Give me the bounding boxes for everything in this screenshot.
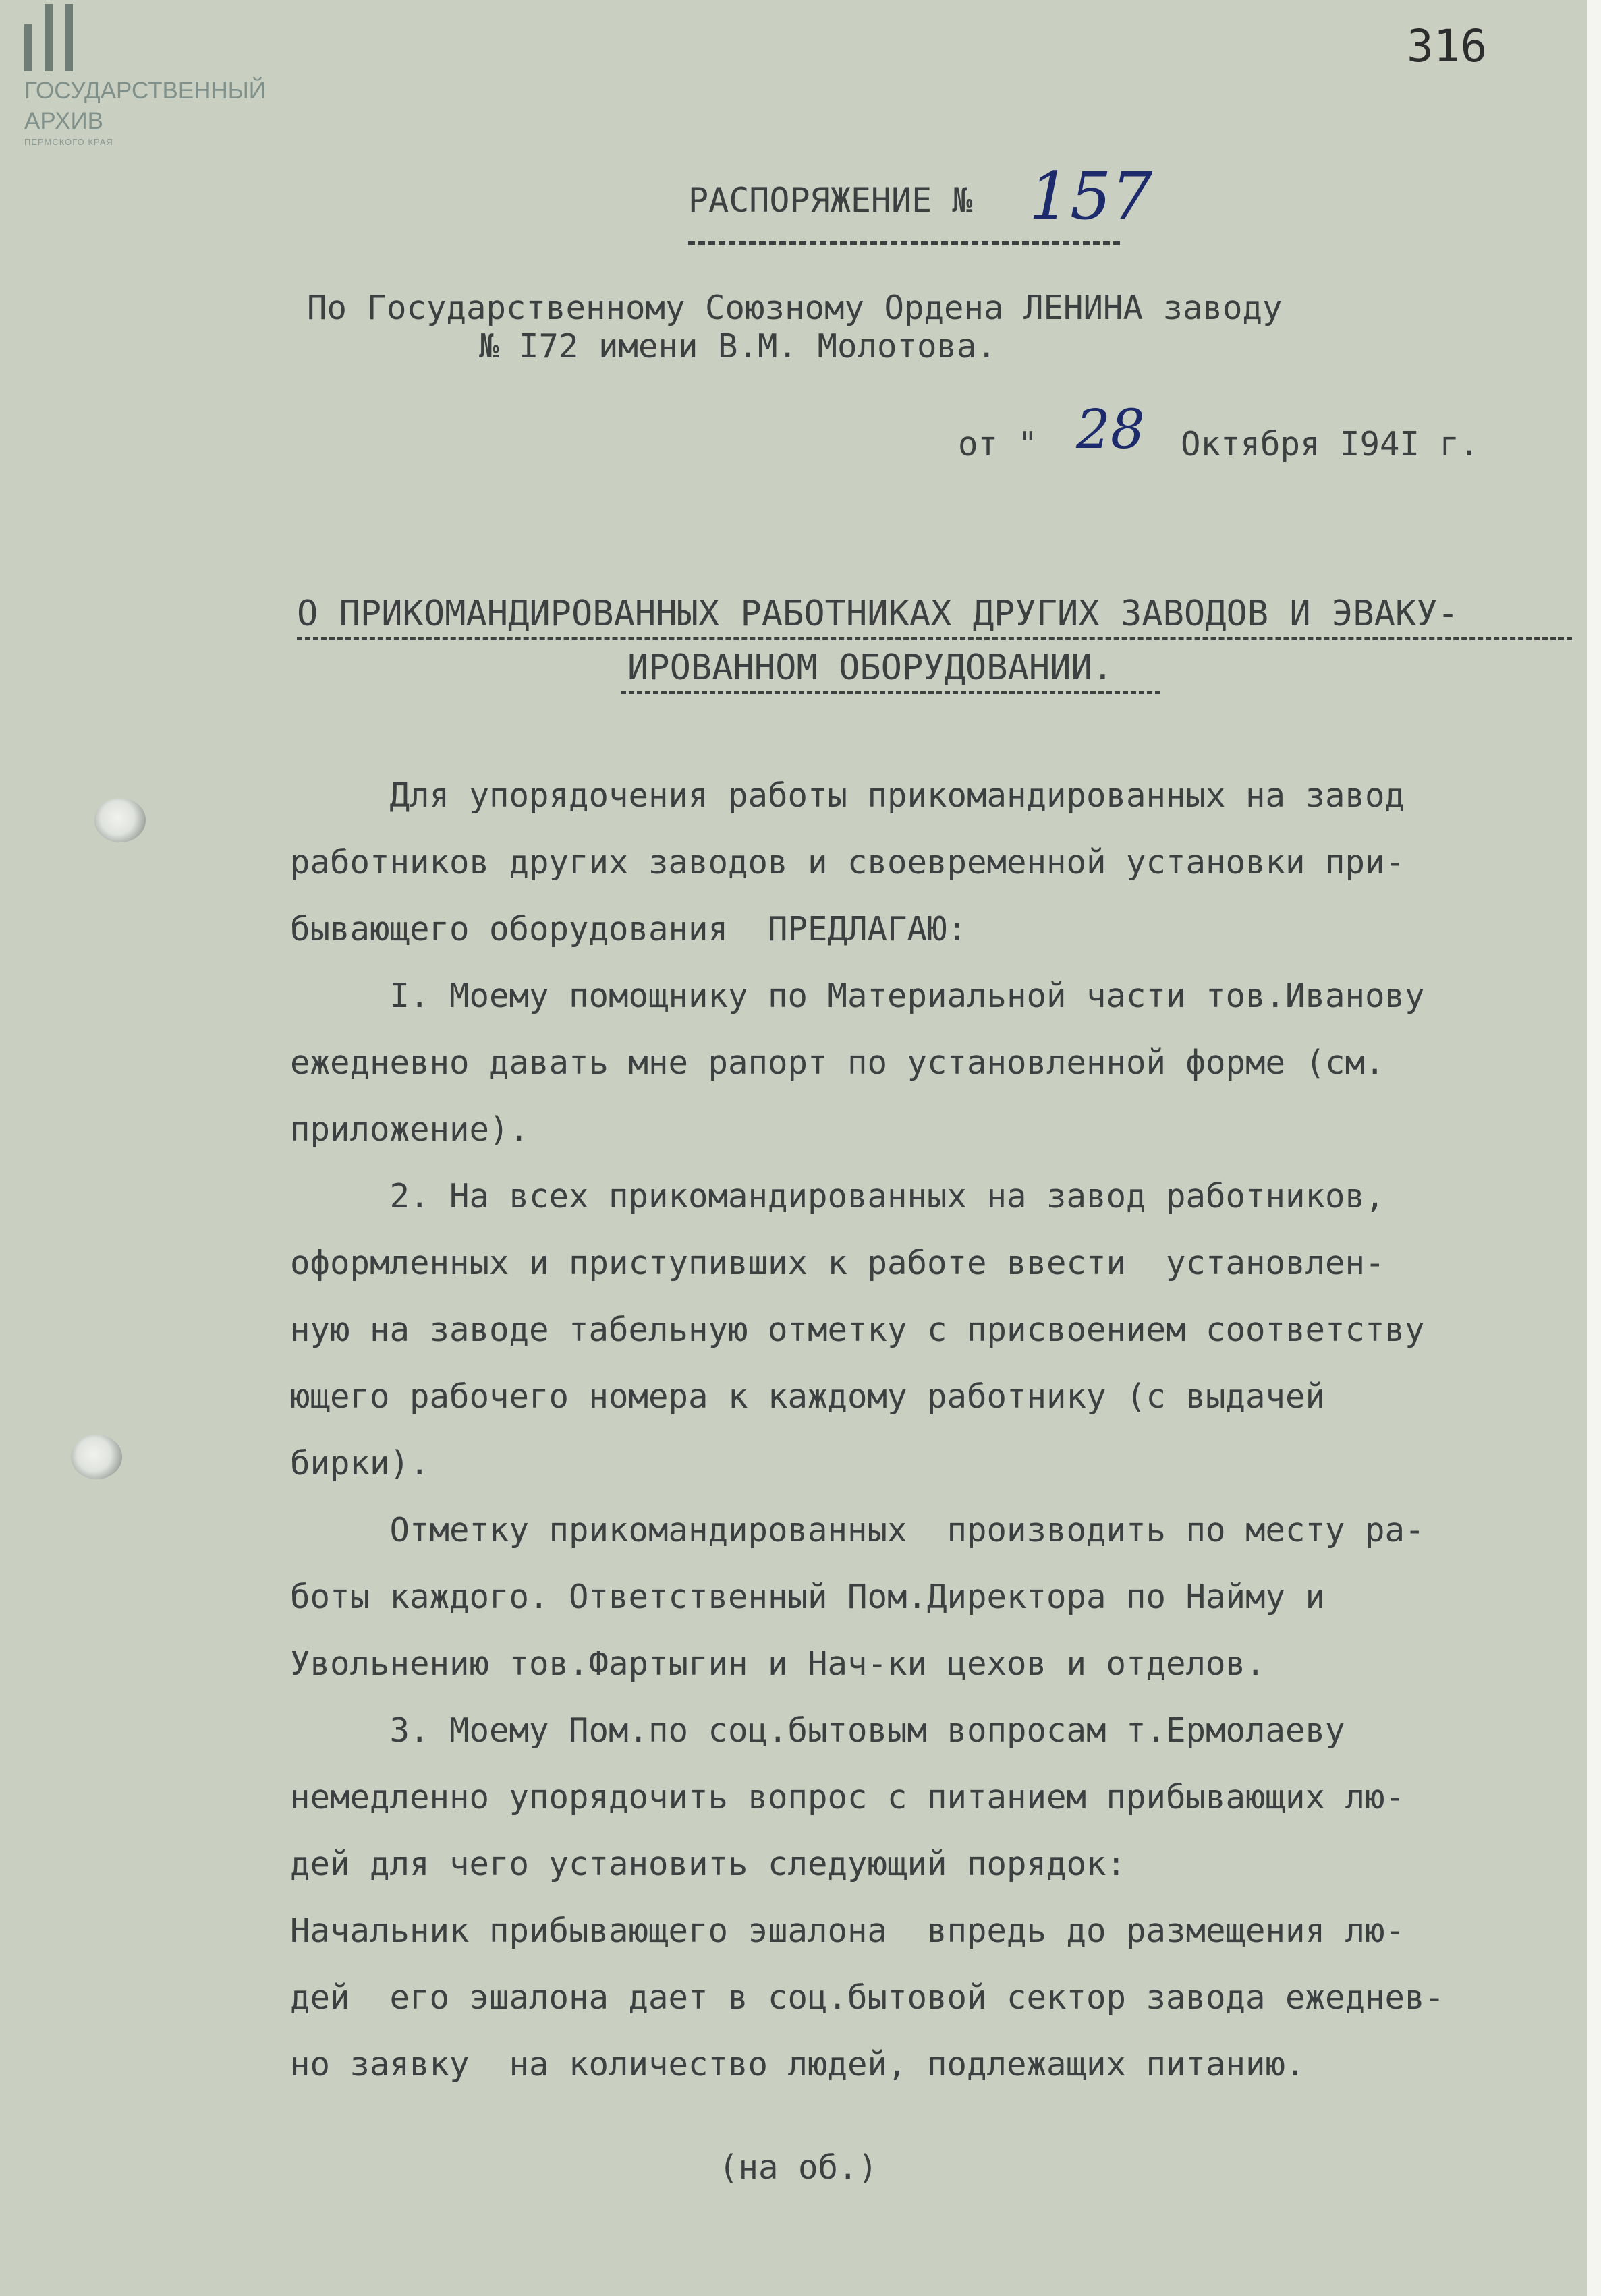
body-line: бывающего оборудования ПРЕДЛАГАЮ: — [290, 910, 967, 948]
body-line: бирки). — [290, 1444, 430, 1483]
body-line: Отметку прикомандированных производить по месту ра- — [290, 1511, 1425, 1549]
subject-underline1 — [297, 637, 1572, 640]
archive-logo — [20, 0, 277, 155]
body-line: Начальник прибывающего эшалона впредь до размещения лю- — [290, 1912, 1405, 1950]
body-line: I. Моему помощнику по Материальной части тов.Иванову — [290, 977, 1425, 1015]
body-line: дей для чего установить следующий порядок: — [290, 1845, 1127, 1883]
archive-logo-icon — [24, 4, 85, 71]
body-line: ющего рабочего номера к каждому работнику (с выдачей — [290, 1377, 1326, 1416]
body-line: ежедневно давать мне рапорт по установленной форме (см. — [290, 1043, 1385, 1082]
body-line: немедленно упорядочить вопрос с питанием прибывающих лю- — [290, 1778, 1405, 1816]
subject-line2: ИРОВАННОМ ОБОРУДОВАНИИ. — [627, 648, 1114, 688]
body-line: оформленных и приступивших к работе ввести установлен- — [290, 1244, 1385, 1282]
organization-line1: По Государственному Союзному Ордена ЛЕНИНА заводу — [307, 289, 1283, 327]
title-underline — [688, 241, 1120, 245]
archive-logo-line3: ПЕРМСКОГО КРАЯ — [24, 137, 113, 147]
date-month-year: Октября I94I г. — [1181, 425, 1480, 463]
document-title: РАСПОРЯЖЕНИЕ № — [688, 181, 973, 220]
date-day-handwritten: 28 — [1076, 398, 1145, 461]
body-line: ную на заводе табельную отметку с присвоением соответству — [290, 1311, 1425, 1349]
archive-logo-line1: ГОСУДАРСТВЕННЫЙ — [24, 78, 266, 104]
organization-line2: № I72 имени В.М. Молотова. — [479, 327, 997, 366]
body-line: дей его эшалона дает в соц.бытовой сектор завода ежеднев- — [290, 1978, 1445, 2017]
body-line: боты каждого. Ответственный Пом.Директора по Найму и — [290, 1578, 1326, 1616]
body-line: Увольнению тов.Фартыгин и Нач-ки цехов и отделов. — [290, 1644, 1266, 1683]
subject-line1: О ПРИКОМАНДИРОВАННЫХ РАБОТНИКАХ ДРУГИХ ЗАВОДОВ И ЭВАКУ- — [297, 594, 1459, 634]
punch-hole-icon — [71, 1435, 122, 1479]
document-body — [290, 762, 1592, 2098]
order-number-handwritten: 157 — [1029, 159, 1153, 234]
body-line: приложение). — [290, 1110, 530, 1149]
body-line: 3. Моему Пом.по соц.бытовым вопросам т.Ермолаеву — [290, 1711, 1345, 1750]
date-prefix: от " — [958, 425, 1038, 463]
archive-logo-line2: АРХИВ — [24, 108, 103, 134]
body-line: но заявку на количество людей, подлежащих питанию. — [290, 2045, 1305, 2084]
body-line: Для упорядочения работы прикомандированных на завод — [290, 776, 1405, 815]
body-line: работников других заводов и своевременной установки при- — [290, 843, 1405, 882]
punch-hole-icon — [94, 798, 146, 842]
body-line: 2. На всех прикомандированных на завод работников, — [290, 1177, 1385, 1215]
page-number: 316 — [1407, 20, 1488, 72]
subject-underline2 — [621, 691, 1160, 694]
page-footer-note: (на об.) — [719, 2148, 878, 2187]
